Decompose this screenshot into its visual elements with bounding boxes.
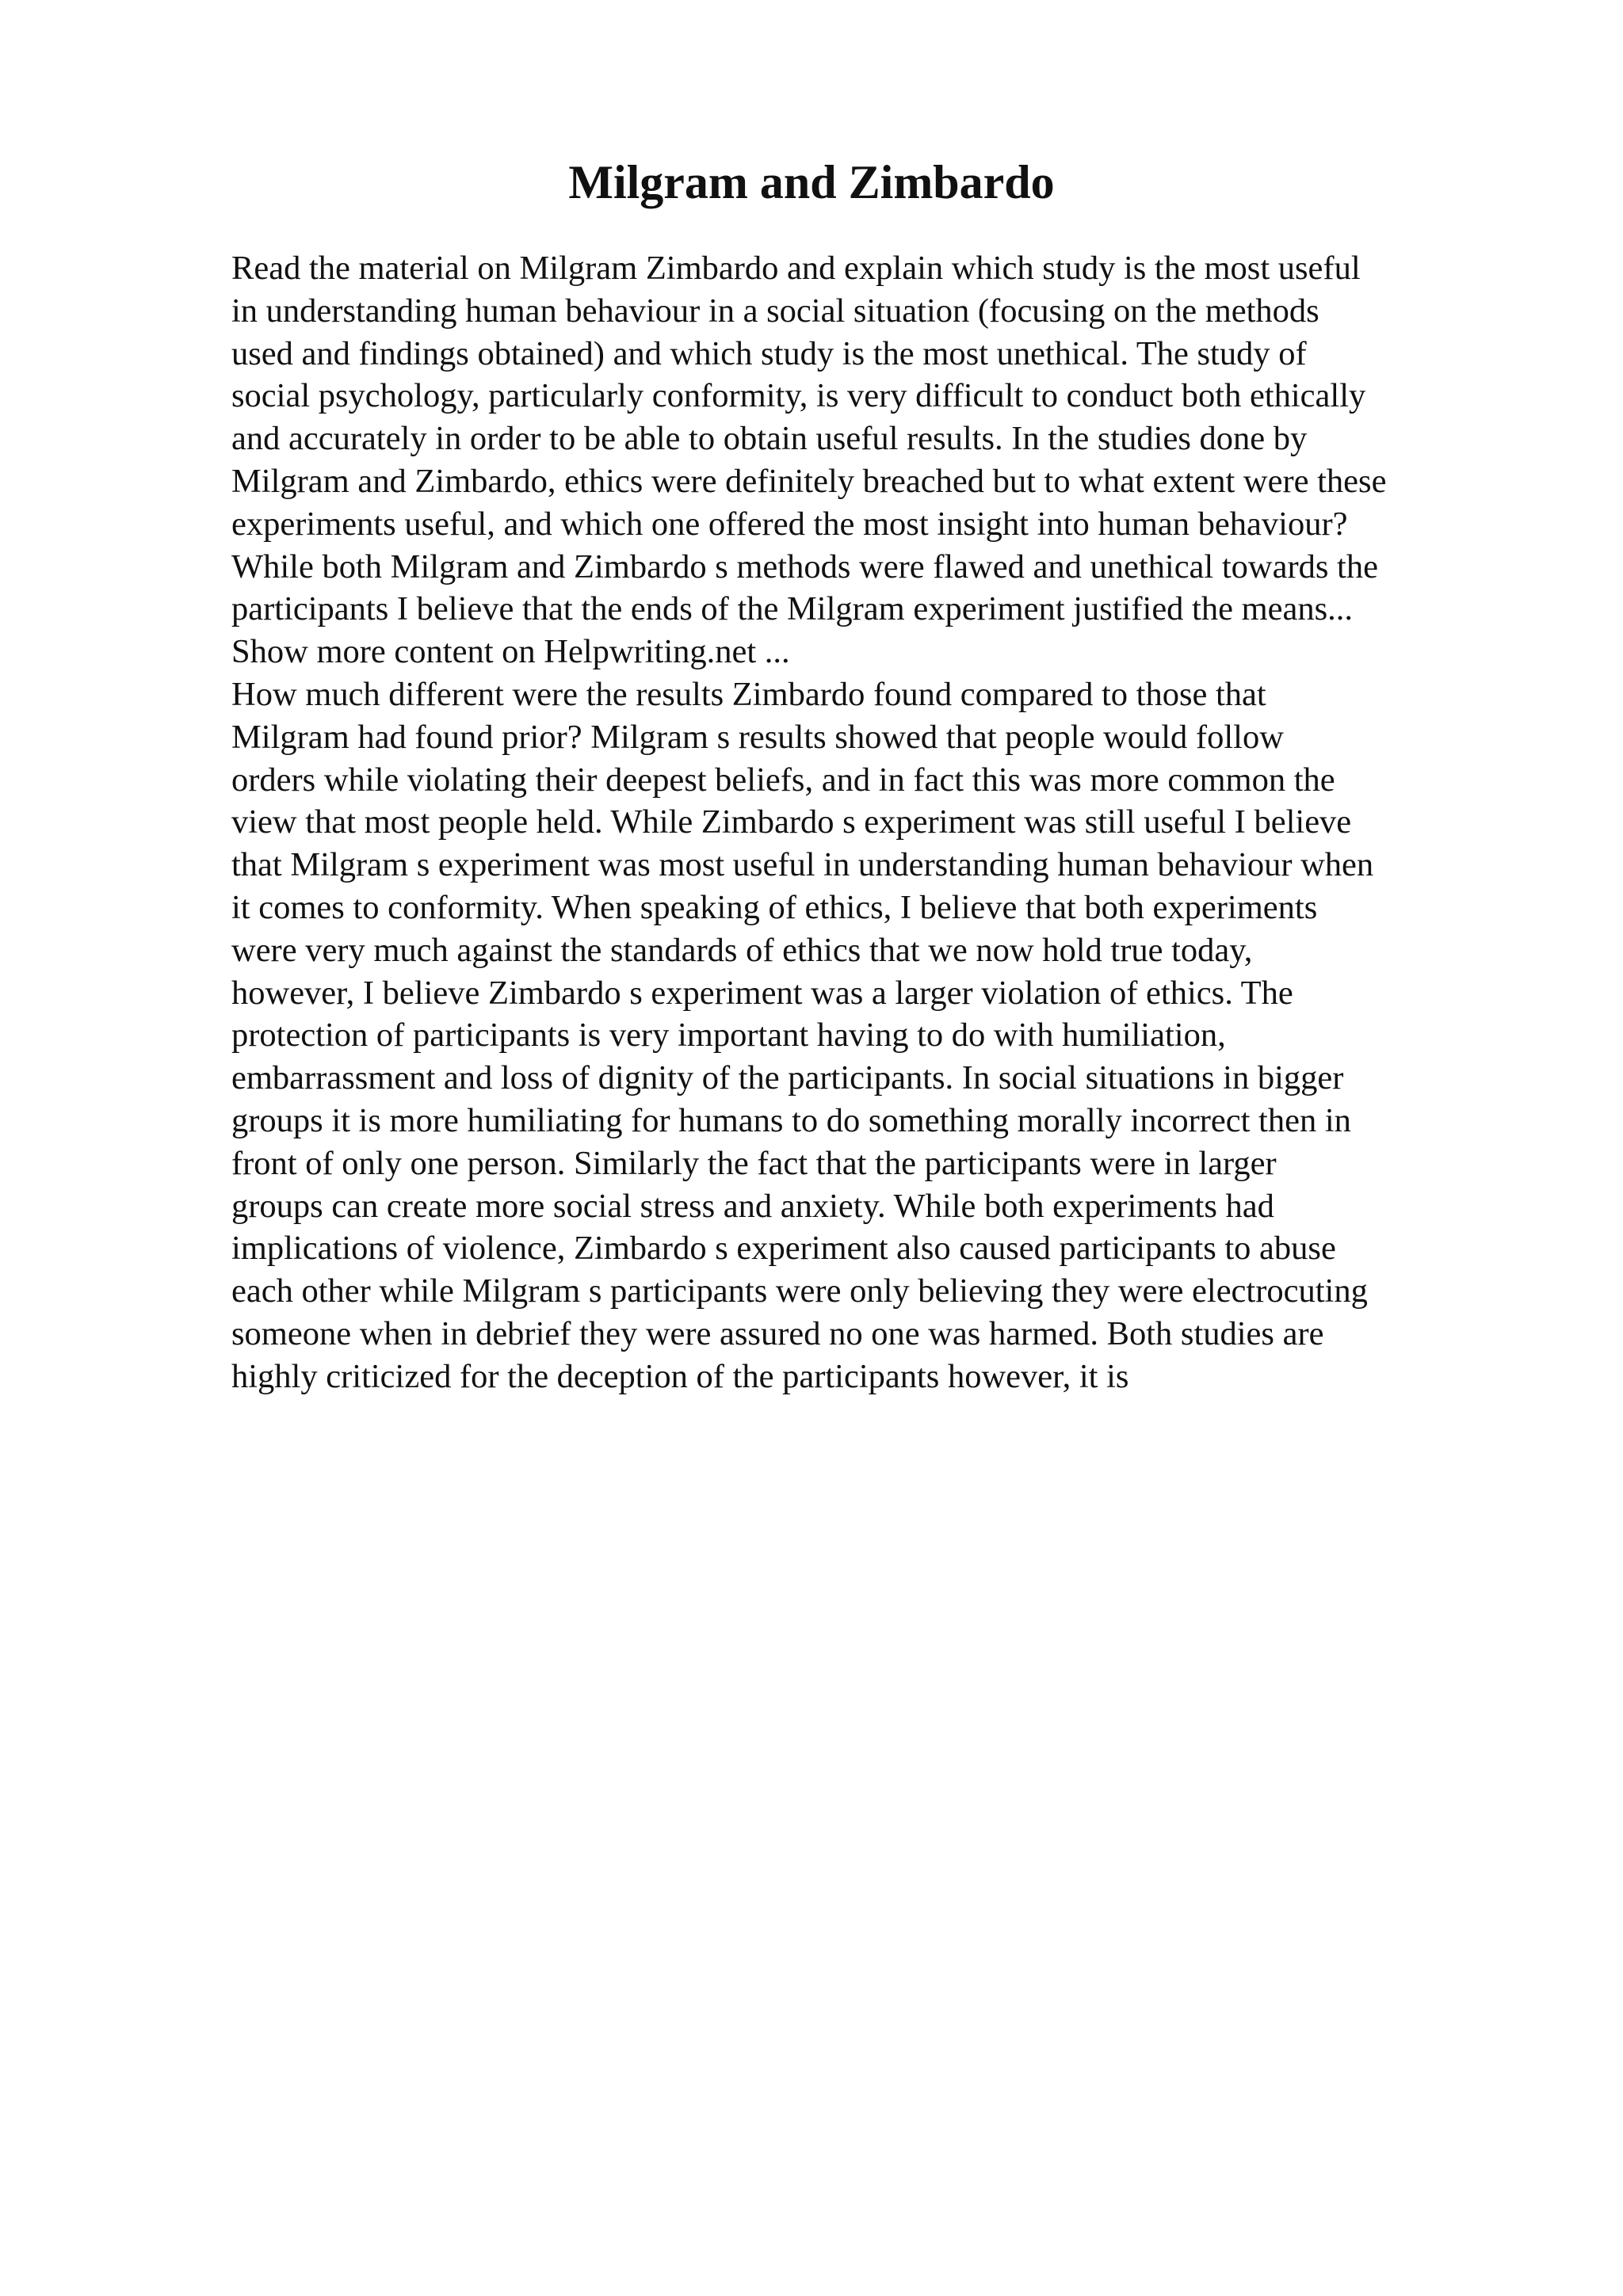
- body-line: participants I believe that the ends of the Milgram experiment justified the means...: [231, 590, 1354, 628]
- body-line: it comes to conformity. When speaking of ethics, I believe that both experiments: [231, 888, 1318, 926]
- body-line: and accurately in order to be able to obtain useful results. In the studies done by: [231, 420, 1308, 458]
- body-line: Read the material on Milgram Zimbardo and explain which study is the most useful: [231, 250, 1361, 287]
- body-line: someone when in debrief they were assured no one was harmed. Both studies are: [231, 1314, 1324, 1352]
- body-line: used and findings obtained) and which study is the most unethical. The study of: [231, 334, 1307, 372]
- body-line: How much different were the results Zimbardo found compared to those that: [231, 675, 1266, 713]
- body-line: Milgram had found prior? Milgram s results showed that people would follow: [231, 718, 1284, 756]
- body-line: social psychology, particularly conformity, is very difficult to conduct both ethically: [231, 377, 1366, 415]
- document-body: [231, 247, 1547, 1398]
- show-more-line: Show more content on Helpwriting.net ...: [231, 633, 790, 671]
- body-line: While both Milgram and Zimbardo s methods were flawed and unethical towards the: [231, 547, 1378, 585]
- body-line: protection of participants is very important having to do with humiliation,: [231, 1016, 1226, 1055]
- body-line: experiments useful, and which one offered the most insight into human behaviour?: [231, 505, 1348, 543]
- body-line: however, I believe Zimbardo s experiment was a larger violation of ethics. The: [231, 974, 1293, 1012]
- body-line: groups can create more social stress and anxiety. While both experiments had: [231, 1187, 1274, 1225]
- body-line: embarrassment and loss of dignity of the participants. In social situations in bigger: [231, 1059, 1344, 1097]
- body-line: highly criticized for the deception of the participants however, it is: [231, 1357, 1129, 1395]
- document-title: Milgram and Zimbardo: [568, 156, 1055, 208]
- body-line: groups it is more humiliating for humans to do something morally incorrect then in: [231, 1101, 1351, 1139]
- body-line: that Milgram s experiment was most useful in understanding human behaviour when: [231, 846, 1374, 884]
- body-line: implications of violence, Zimbardo s experiment also caused participants to abuse: [231, 1230, 1336, 1268]
- body-line: Milgram and Zimbardo, ethics were definitely breached but to what extent were these: [231, 462, 1387, 500]
- body-line: in understanding human behaviour in a social situation (focusing on the methods: [231, 292, 1319, 330]
- body-line: view that most people held. While Zimbardo s experiment was still useful I believe: [231, 803, 1352, 841]
- body-line: front of only one person. Similarly the fact that the participants were in larger: [231, 1144, 1277, 1182]
- body-line: were very much against the standards of ethics that we now hold true today,: [231, 931, 1253, 969]
- body-line: orders while violating their deepest beliefs, and in fact this was more common the: [231, 761, 1335, 799]
- body-line: each other while Milgram s participants were only believing they were electrocuting: [231, 1272, 1368, 1310]
